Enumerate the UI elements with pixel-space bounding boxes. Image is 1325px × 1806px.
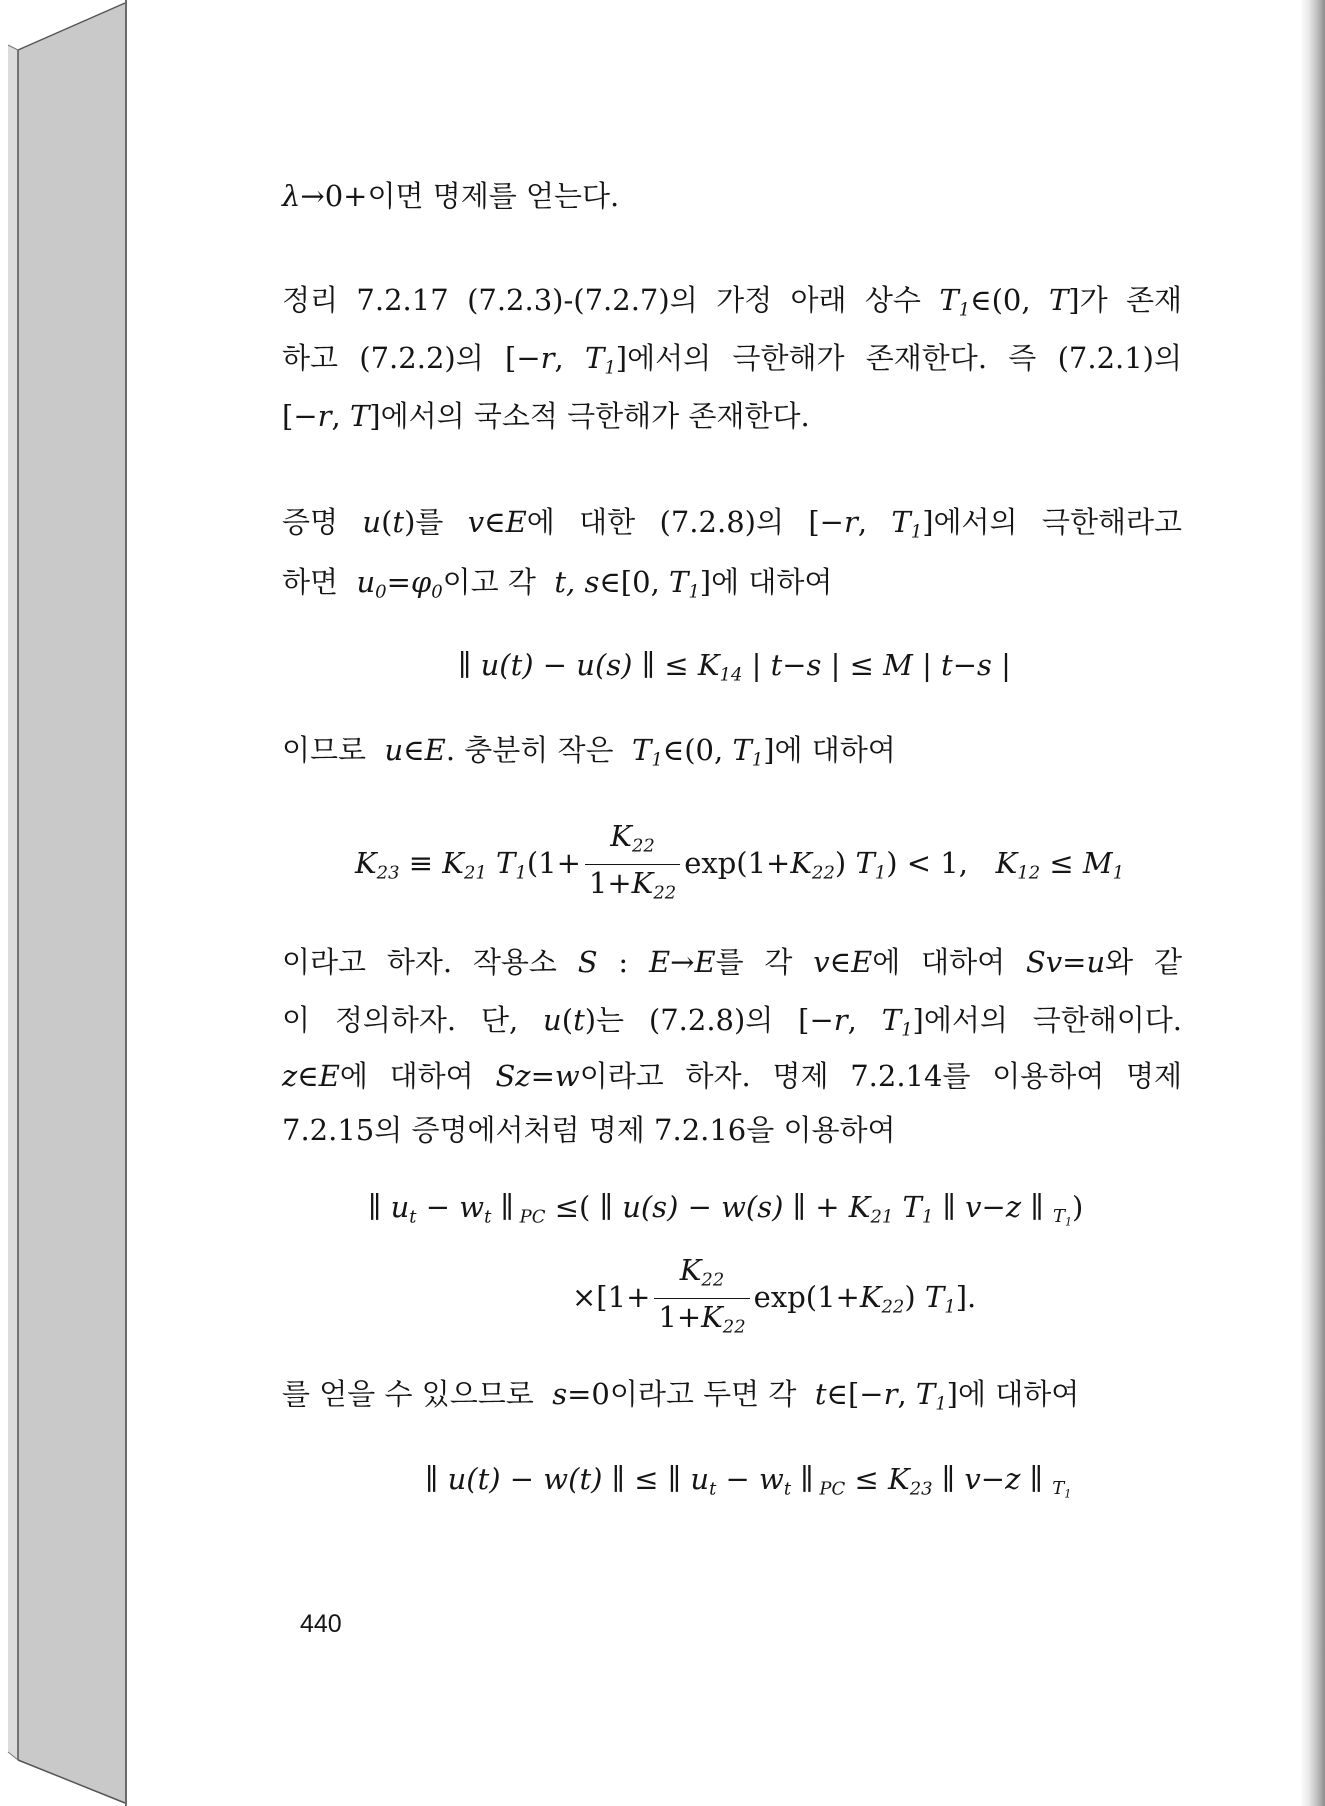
equation-k23: $K_{23} \equiv K_{21}$ $T_1(1+$ $\frac{K_{22}}{1+K_{22}}$ $\exp(1+K_{22}) T_1) < 1$, $K_{12} \le M_1$ (355, 819, 1125, 904)
intro-line: λ→0+이면 명제를 얻는다. (282, 179, 620, 213)
proof-line-5: 이 정의하자. 단, u(t)는 (7.2.8)의 [−r, $T_1$]에서의 극한해이다. (282, 1003, 1183, 1041)
theorem-line-1: 정리 7.2.17 (7.2.3)-(7.2.7)의 가정 아래 상수 $T_1\in(0$, T]가 존재 (282, 283, 1183, 321)
equation-lipschitz: ∥ u(t) − u(s) ∥ ≤ $K_{14}$ | t−s | ≤ M | t−s | (458, 648, 1011, 686)
equation-final: ∥ u(t) − w(t) ∥ ≤ ∥ $u_t - w_t$ ∥ $_{PC} \le K_{23}$ ∥ v−z ∥ $_{T_1}$ (425, 1462, 1072, 1501)
book-spine (0, 0, 130, 1806)
proof-line-2: 하면 $u_0=\varphi_0$이고 각 t, s∈[0, $T_1$]에 대하여 (282, 565, 833, 603)
equation-estimate-1: ∥ $u_t - w_t$ ∥ $_{PC}$ ≤( ∥ u(s) − w(s) ∥ + $K_{21}$ $T_1$ ∥ v−z ∥ $_{T_1}$) (368, 1190, 1084, 1229)
proof-line-1: 증명 u(t)를 v∈E에 대한 (7.2.8)의 [−r, $T_1$]에서의 극한해라고 (282, 505, 1182, 543)
proof-line-4: 이라고 하자. 작용소 S : E→E를 각 v∈E에 대하여 Sv=u와 같 (282, 945, 1182, 979)
theorem-number: 7.2.17 (356, 283, 449, 317)
equation-estimate-2: ×[1+ $\frac{K_{22}}{1+K_{22}}$ $\exp(1+K_{22})$ $T_1$]. (572, 1253, 977, 1338)
theorem-line-2: 하고 (7.2.2)의 [−r, $T_1$]에서의 극한해가 존재한다. 즉 (7.2.1)의 (282, 341, 1183, 379)
proof-label: 증명 (282, 505, 339, 539)
proof-line-3: 이므로 u∈E. 충분히 작은 $T_1\in(0$, $T_1$]에 대하여 (282, 733, 896, 771)
proof-line-7: 7.2.15의 증명에서처럼 명제 7.2.16을 이용하여 (282, 1113, 896, 1147)
theorem-line-3: [−r, T]에서의 국소적 극한해가 존재한다. (282, 399, 810, 433)
proof-line-6: z∈E에 대하여 Sz=w이라고 하자. 명제 7.2.14를 이용하여 명제 (282, 1059, 1183, 1093)
proof-line-8: 를 얻을 수 있으므로 s=0이라고 두면 각 t∈[−r, $T_1$]에 대하여 (282, 1377, 1080, 1415)
page-number: 440 (300, 1610, 342, 1638)
page-edge-shadow (1300, 0, 1325, 1806)
theorem-label: 정리 (282, 283, 339, 317)
